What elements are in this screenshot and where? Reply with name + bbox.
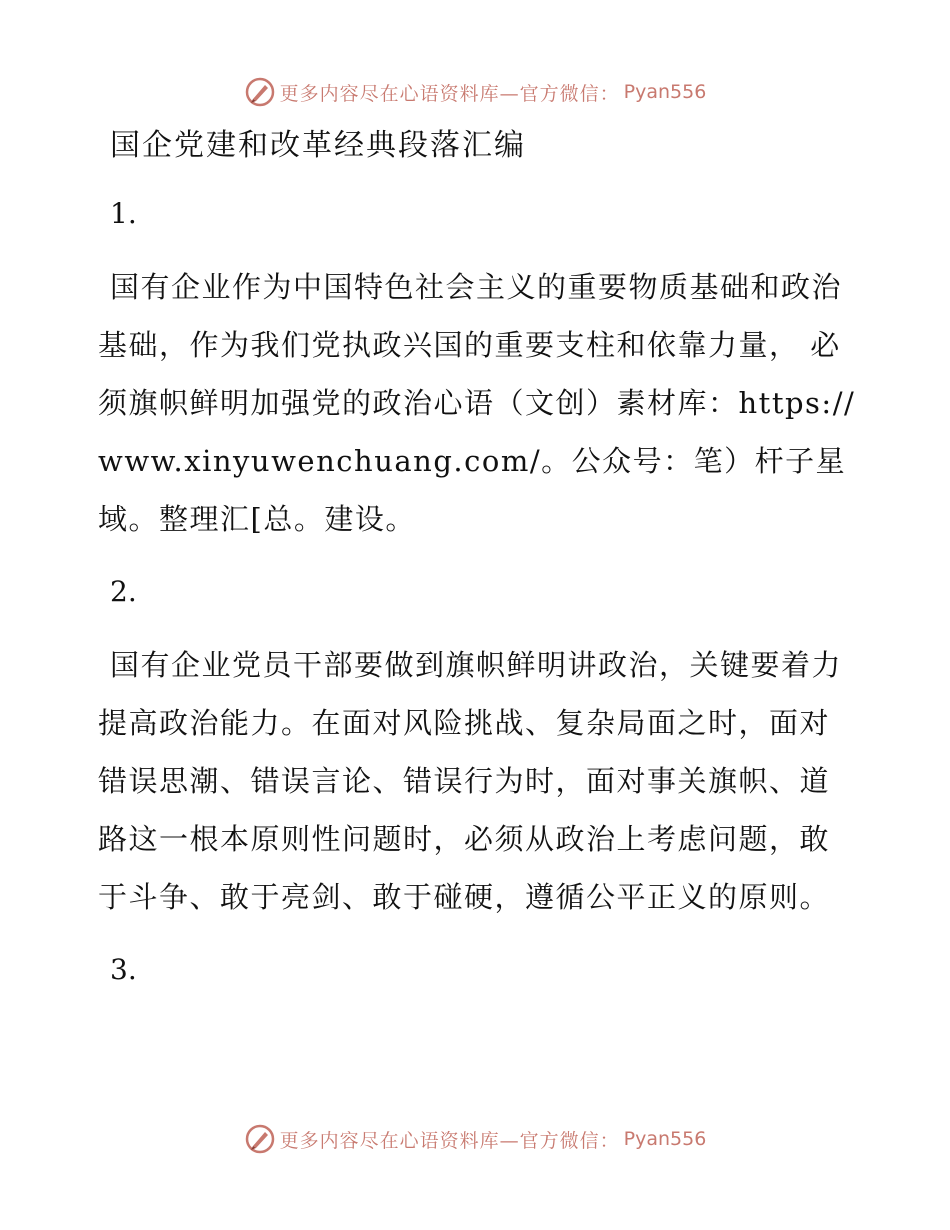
- pen-logo-icon: [244, 76, 276, 108]
- document-title: 国企党建和改革经典段落汇编: [110, 128, 526, 163]
- banner-contact: Pyan556: [623, 1128, 707, 1150]
- banner-contact: Pyan556: [623, 81, 707, 103]
- section-paragraph-2: 国有企业党员干部要做到旗帜鲜明讲政治，关键要着力提高政治能力。在面对风险挑战、复杂局面之时，面对错误思潮、错误言论、错误行为时，面对事关旗帜、道路这一根本原则性问题时，必须从政治上考虑问题，敢于斗争、敢于亮剑、敢于碰硬，遵循公平正义的原则。: [98, 648, 843, 914]
- header-banner: [0, 70, 950, 114]
- section-number-1: 1.: [110, 197, 137, 230]
- document-body: [98, 120, 858, 1014]
- section-number-3: 3.: [110, 953, 137, 986]
- section-paragraph-1: 国有企业作为中国特色社会主义的重要物质基础和政治基础，作为我们党执政兴国的重要支柱和依靠力量， 必须旗帜鲜明加强党的政治心语（文创）素材库：https://www.xinyuwenchuang.com/。公众号：笔）杆子星域。整理汇[总。建设。: [98, 270, 856, 536]
- banner-text: 更多内容尽在心语资料库—官方微信：: [279, 1129, 620, 1152]
- banner-text: 更多内容尽在心语资料库—官方微信：: [279, 82, 620, 105]
- pen-logo-icon: [244, 1123, 276, 1155]
- footer-banner: [0, 1117, 950, 1161]
- section-number-2: 2.: [110, 575, 137, 608]
